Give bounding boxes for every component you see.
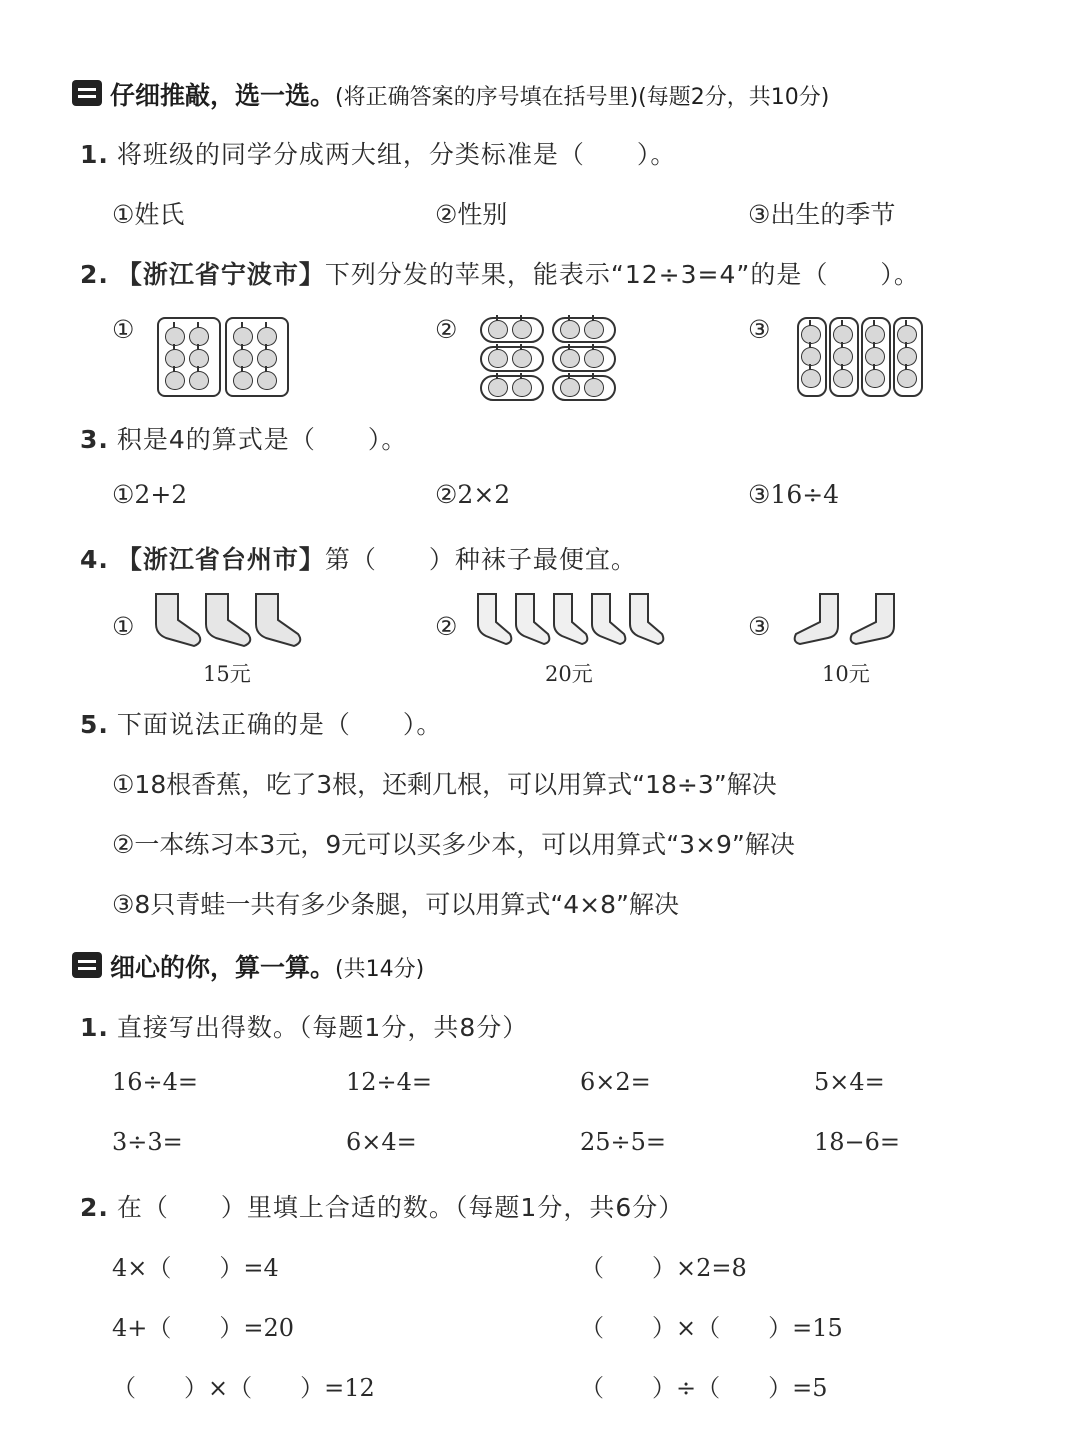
q1-option-1[interactable]: ①姓氏	[112, 200, 185, 229]
apple-icon	[165, 349, 185, 368]
calc2-item[interactable]: 4×（ ）=4	[112, 1254, 279, 1282]
q2-option-3-label[interactable]: ③	[748, 315, 771, 344]
calc1-item[interactable]: 5×4=	[814, 1068, 885, 1096]
calc1-item[interactable]: 16÷4=	[112, 1068, 199, 1096]
q3-option-2[interactable]: ②2×2	[435, 480, 511, 509]
q4-price-2: 20元	[545, 662, 593, 686]
q5-option-2[interactable]: ②一本练习本3元，9元可以买多少本，可以用算式“3×9”解决	[112, 830, 795, 859]
section-1-title: 仔细推敲，选一选。(将正确答案的序号填在括号里)(每题2分，共10分)	[110, 81, 830, 110]
apple-icon	[165, 371, 185, 390]
section-2-title: 细心的你，算一算。(共14分)	[110, 953, 425, 982]
calc2-item[interactable]: （ ）×2=8	[580, 1254, 747, 1282]
apple-icon	[801, 369, 821, 388]
apples-figure-2	[480, 317, 620, 402]
apple-icon	[233, 371, 253, 390]
calc-question-1: 1. 直接写出得数。（每题1分，共8分）	[80, 1013, 529, 1042]
apple-icon	[189, 371, 209, 390]
apple-icon	[560, 378, 580, 397]
q4-option-2-label[interactable]: ②	[435, 612, 458, 641]
question-3: 3. 积是4的算式是（ ）。	[80, 425, 408, 454]
calc1-item[interactable]: 3÷3=	[112, 1128, 183, 1156]
question-5: 5. 下面说法正确的是（ ）。	[80, 710, 443, 739]
q3-option-1[interactable]: ①2+2	[112, 480, 188, 509]
section-1-note: (将正确答案的序号填在括号里)(每题2分，共10分)	[335, 85, 830, 110]
calc1-item[interactable]: 12÷4=	[346, 1068, 433, 1096]
q4-option-1-label[interactable]: ①	[112, 612, 135, 641]
q3-option-3[interactable]: ③16÷4	[748, 480, 840, 509]
q2-option-1-label[interactable]: ①	[112, 315, 135, 344]
apple-icon	[865, 369, 885, 388]
apple-icon	[189, 349, 209, 368]
apple-icon	[865, 347, 885, 366]
apple-icon	[833, 369, 853, 388]
section-icon	[72, 80, 102, 106]
apple-icon	[833, 347, 853, 366]
socks-figure-2	[472, 588, 672, 648]
calc1-item[interactable]: 6×2=	[580, 1068, 651, 1096]
apple-icon	[488, 378, 508, 397]
apple-icon	[833, 325, 853, 344]
apple-icon	[897, 347, 917, 366]
question-4: 4. 【浙江省台州市】第（ ）种袜子最便宜。	[80, 545, 637, 574]
section-2-note: (共14分)	[335, 957, 425, 982]
question-2: 2. 【浙江省宁波市】下列分发的苹果，能表示“12÷3=4”的是（ ）。	[80, 260, 920, 289]
q4-price-1: 15元	[203, 662, 251, 686]
q4-price-3: 10元	[822, 662, 870, 686]
apple-icon	[584, 378, 604, 397]
apple-icon	[560, 320, 580, 339]
apple-icon	[512, 378, 532, 397]
socks-figure-1	[150, 588, 310, 648]
apple-icon	[801, 325, 821, 344]
calc2-item[interactable]: 4+（ ）=20	[112, 1314, 295, 1342]
apple-icon	[512, 349, 532, 368]
q1-option-3[interactable]: ③出生的季节	[748, 200, 896, 229]
apple-icon	[512, 320, 532, 339]
calc1-item[interactable]: 25÷5=	[580, 1128, 667, 1156]
socks-figure-3	[790, 588, 910, 648]
apple-icon	[488, 320, 508, 339]
calc1-item[interactable]: 6×4=	[346, 1128, 417, 1156]
apple-icon	[165, 327, 185, 346]
apple-icon	[233, 327, 253, 346]
apple-icon	[560, 349, 580, 368]
apples-figure-1	[157, 317, 292, 399]
apple-icon	[257, 349, 277, 368]
apple-icon	[257, 327, 277, 346]
apple-icon	[897, 325, 917, 344]
apple-icon	[801, 347, 821, 366]
q5-option-3[interactable]: ③8只青蛙一共有多少条腿，可以用算式“4×8”解决	[112, 890, 679, 919]
calc2-item[interactable]: （ ）÷（ ）=5	[580, 1374, 828, 1402]
apple-icon	[584, 320, 604, 339]
apple-icon	[233, 349, 253, 368]
apple-icon	[865, 325, 885, 344]
q1-option-2[interactable]: ②性别	[435, 200, 508, 229]
calc1-item[interactable]: 18−6=	[814, 1128, 901, 1156]
q5-option-1[interactable]: ①18根香蕉，吃了3根，还剩几根，可以用算式“18÷3”解决	[112, 770, 777, 799]
calc-question-2: 2. 在（ ）里填上合适的数。（每题1分，共6分）	[80, 1193, 685, 1222]
apples-figure-3	[797, 317, 927, 399]
q4-option-3-label[interactable]: ③	[748, 612, 771, 641]
apple-icon	[189, 327, 209, 346]
apple-icon	[897, 369, 917, 388]
question-1: 1. 将班级的同学分成两大组，分类标准是（ ）。	[80, 140, 677, 169]
q2-option-2-label[interactable]: ②	[435, 315, 458, 344]
section-icon	[72, 952, 102, 978]
apple-icon	[488, 349, 508, 368]
apple-icon	[584, 349, 604, 368]
calc2-item[interactable]: （ ）×（ ）=12	[112, 1374, 375, 1402]
apple-icon	[257, 371, 277, 390]
calc2-item[interactable]: （ ）×（ ）=15	[580, 1314, 843, 1342]
